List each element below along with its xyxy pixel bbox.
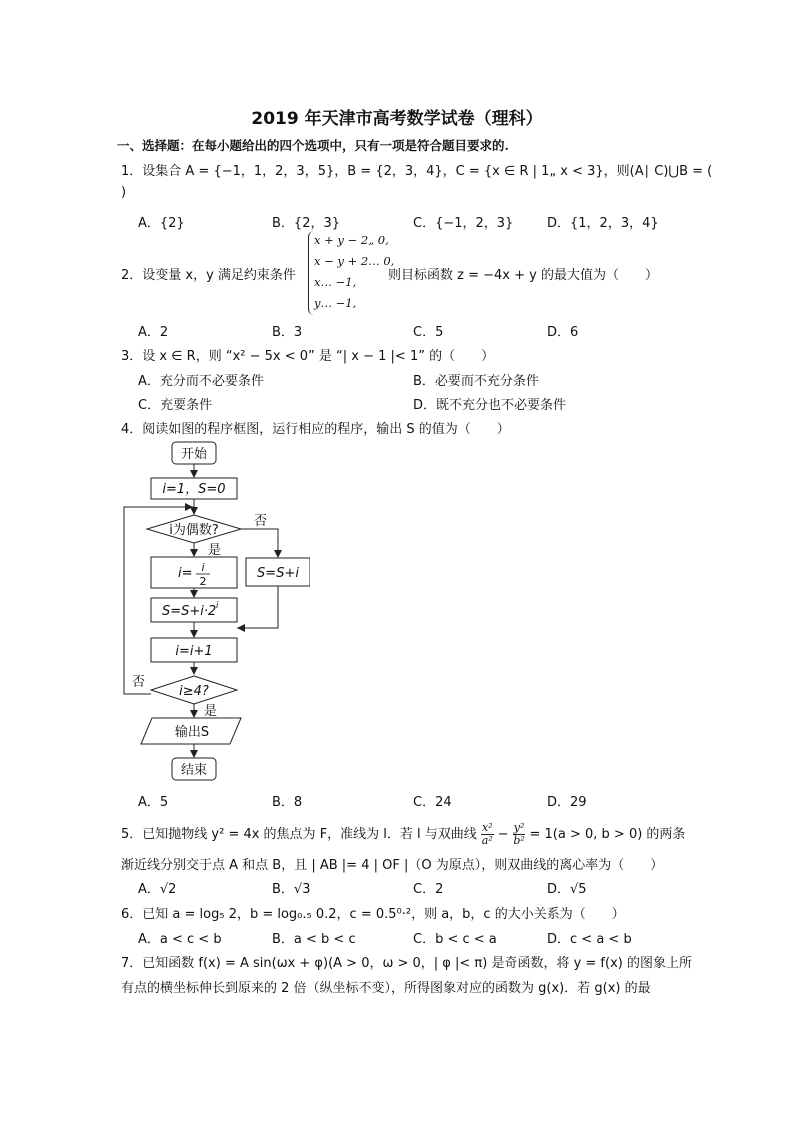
q5-frac1-num: x²	[481, 821, 493, 834]
q4-stem: 4．阅读如图的程序框图，运行相应的程序，输出 S 的值为（ ）	[121, 422, 510, 437]
q2-stem-suffix: 则目标函数 z = −4x + y 的最大值为（ ）	[388, 268, 658, 283]
flow-yes-label-1: 是	[208, 543, 222, 558]
q3-stem: 3．设 x ∈ R，则 “x² − 5x < 0” 是 “| x − 1 |< 1” 的（ ）	[121, 349, 495, 364]
q1-option-b: B．{2，3}	[272, 216, 341, 231]
q5-option-d: D．√5	[547, 882, 587, 897]
q3-option-d: D．既不充分也不必要条件	[413, 398, 567, 413]
flow-end-label: 结束	[180, 763, 208, 778]
q2-stem-prefix: 2．设变量 x，y 满足约束条件	[121, 268, 296, 283]
flow-init-label: i=1，S=0	[162, 482, 226, 497]
q2-constraint-2: x − y + 2… 0,	[314, 254, 395, 268]
q5-stem-line1	[121, 822, 685, 847]
page-title: 2019 年天津市高考数学试卷（理科）	[251, 109, 543, 129]
q4-option-b: B．8	[272, 795, 303, 810]
q1-stem-end: )	[121, 185, 127, 200]
q6-option-c: C．b < c < a	[413, 932, 497, 947]
q3-option-c: C．充要条件	[138, 398, 213, 413]
q2-constraint-3: x… −1,	[314, 275, 357, 289]
q1-stem: 1．设集合 A = {−1，1，2，3，5}，B = {2，3，4}，C = {x ∈ R | 1„ x < 3}，则(A∣ C)⋃B = (	[121, 164, 713, 179]
q4-option-d: D．29	[547, 795, 587, 810]
q6-stem: 6．已知 a = log₅ 2，b = log₀.₅ 0.2，c = 0.5⁰·²，则 a，b，c 的大小关系为（ ）	[121, 907, 625, 922]
q1-option-d: D．{1，2，3，4}	[547, 216, 659, 231]
q1-option-c: C．{−1，2，3}	[413, 216, 514, 231]
q5-minus: −	[497, 827, 509, 842]
q6-option-a: A．a < c < b	[138, 932, 222, 947]
q5-stem-part2: = 1(a > 0, b > 0) 的两条	[529, 827, 686, 842]
q5-option-c: C．2	[413, 882, 444, 897]
q1-option-a: A．{2}	[138, 216, 185, 231]
flow-halve-num: i	[201, 561, 205, 574]
q7-stem-line2: 有点的横坐标伸长到原来的 2 倍（纵坐标不变），所得图象对应的函数为 g(x)．若 g(x) 的最	[121, 981, 651, 996]
q2-constraint-1: x + y − 2„ 0,	[314, 233, 389, 247]
section-heading: 一、选择题：在每小题给出的四个选项中，只有一项是符合题目要求的.	[117, 138, 509, 153]
q2-option-d: D．6	[547, 325, 579, 340]
q5-option-b: B．√3	[272, 882, 311, 897]
q5-frac2-num: y²	[513, 821, 525, 834]
q7-stem-line1: 7．已知函数 f(x) = A sin(ωx + φ)(A > 0，ω > 0，| φ |< π) 是奇函数，将 y = f(x) 的图象上所	[121, 956, 692, 971]
q6-option-b: B．a < b < c	[272, 932, 356, 947]
q2-option-b: B．3	[272, 325, 303, 340]
q2-option-c: C．5	[413, 325, 444, 340]
q6-option-d: D．c < a < b	[547, 932, 632, 947]
flow-incr-label: i=i+1	[175, 644, 213, 659]
flow-no-label-1: 否	[254, 514, 268, 529]
flow-output-label: 输出S	[174, 725, 210, 740]
q4-option-a: A．5	[138, 795, 169, 810]
flow-odd-sum-label: S=S+i	[257, 566, 299, 581]
flow-no-label-2: 否	[132, 675, 146, 690]
flow-cond1-label: i为偶数?	[169, 523, 219, 538]
q5-frac2-den: b²	[513, 834, 525, 847]
q5-stem-part1: 5．已知抛物线 y² = 4x 的焦点为 F，准线为 l．若 l 与双曲线	[121, 827, 477, 842]
q5-fraction-x	[481, 822, 494, 847]
q3-option-b: B．必要而不充分条件	[413, 374, 539, 389]
flow-start-label: 开始	[180, 447, 208, 462]
flow-halve-den: 2	[199, 575, 207, 588]
q5-fraction-y	[513, 822, 526, 847]
flow-power-sum-label: S=S+i·2	[162, 604, 217, 619]
q5-stem-line2: 渐近线分别交于点 A 和点 B，且 | AB |= 4 | OF |（O 为原点），则双曲线的离心率为（ ）	[121, 858, 664, 873]
flow-cond2-label: i≥4?	[179, 684, 209, 699]
flow-power-exp: i	[216, 601, 219, 611]
q5-option-a: A．√2	[138, 882, 177, 897]
q2-constraint-4: y… −1,	[314, 296, 357, 310]
flow-halve-lhs: i=	[178, 566, 193, 581]
q5-frac1-den: a²	[481, 834, 493, 847]
q3-option-a: A．充分而不必要条件	[138, 374, 264, 389]
flowchart	[110, 436, 310, 786]
q4-option-c: C．24	[413, 795, 452, 810]
q2-option-a: A．2	[138, 325, 169, 340]
flow-yes-label-2: 是	[204, 704, 218, 719]
halve-box	[151, 557, 237, 588]
